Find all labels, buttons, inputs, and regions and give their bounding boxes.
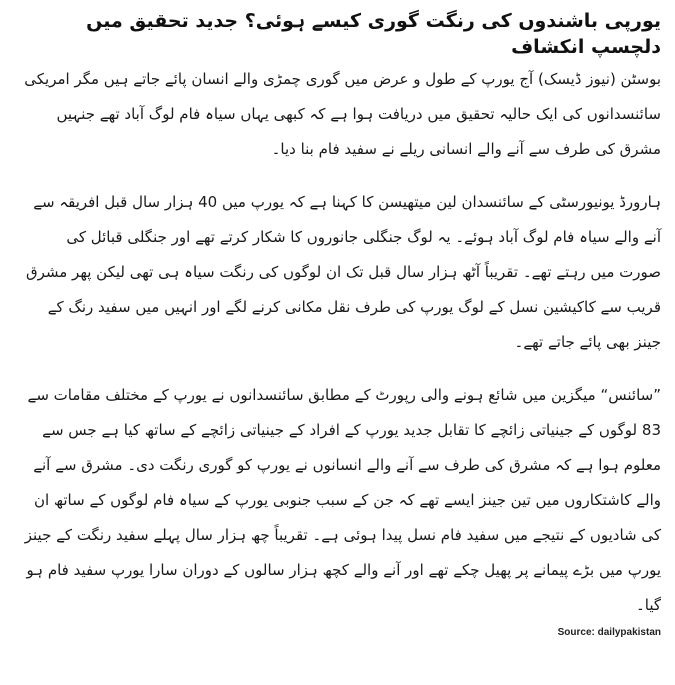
article-paragraph-3: ”سائنس“ میگزین میں شائع ہونے والی رپورٹ کے مطابق سائنسدانوں نے یورپ کے مختلف مقامات سے 83 لوگوں کے جینیاتی زائچے کا تقابل جدید یورپ کے افراد کے جینیاتی زائچے کے ساتھ کیا ہے جس سے معلوم ہوا ہے کہ مشرق کی طرف سے آنے والے انسانوں نے یورپ کو گوری رنگت دی۔ مشرق سے آنے والے کاشتکاروں میں تین جینز ایسے تھے کہ جن کے سبب جنوبی یورپ کے سیاہ فام لوگوں کے ساتھ ان کی شادیوں کے نتیجے میں سفید فام نسل پیدا ہوئی ہے۔ تقریباً چھ ہزار سال پہلے سفید رنگت کے جینز یورپ میں بڑے پیمانے پر پھیل چکے تھے اور آنے والے کچھ ہزار سالوں کے دوران سارا یورپ سفید فام ہو گیا۔ — [24, 386, 661, 614]
article-paragraph-1: بوسٹن (نیوز ڈیسک) آج یورپ کے طول و عرض میں گوری چمڑی والے انسان پائے جاتے ہیں مگر امریکی سائنسدانوں کی ایک حالیہ تحقیق میں دریافت ہوا ہے کہ کبھی یہاں سیاہ فام لوگ آباد تھے جنہیں مشرق کی طرف سے آنے والے انسانی ریلے نے سفید فام بنا دیا۔ — [24, 70, 661, 158]
source-credit: Source: dailypakistan — [557, 627, 661, 638]
article-headline: یورپی باشندوں کی رنگت گوری کیسے ہوئی؟ جدید تحقیق میں دلچسپ انکشاف — [86, 10, 661, 58]
article-paragraph-2: ہارورڈ یونیورسٹی کے سائنسدان لین میتھیسن کا کہنا ہے کہ یورپ میں 40 ہزار سال قبل افریقہ سے آنے والے سیاہ فام لوگ آباد ہوئے۔ یہ لوگ جنگلی جانوروں کا شکار کرتے تھے اور جنگلی قبائل کی صورت میں رہتے تھے۔ تقریباً آٹھ ہزار سال قبل تک ان لوگوں کی رنگت سیاہ ہی تھی لیکن پھر مشرق قریب سے کاکیشین نسل کے لوگ یورپ کی طرف نقل مکانی کرنے لگے اور انہیں میں سفید رنگ کے جینز بھی پائے جاتے تھے۔ — [25, 193, 661, 351]
